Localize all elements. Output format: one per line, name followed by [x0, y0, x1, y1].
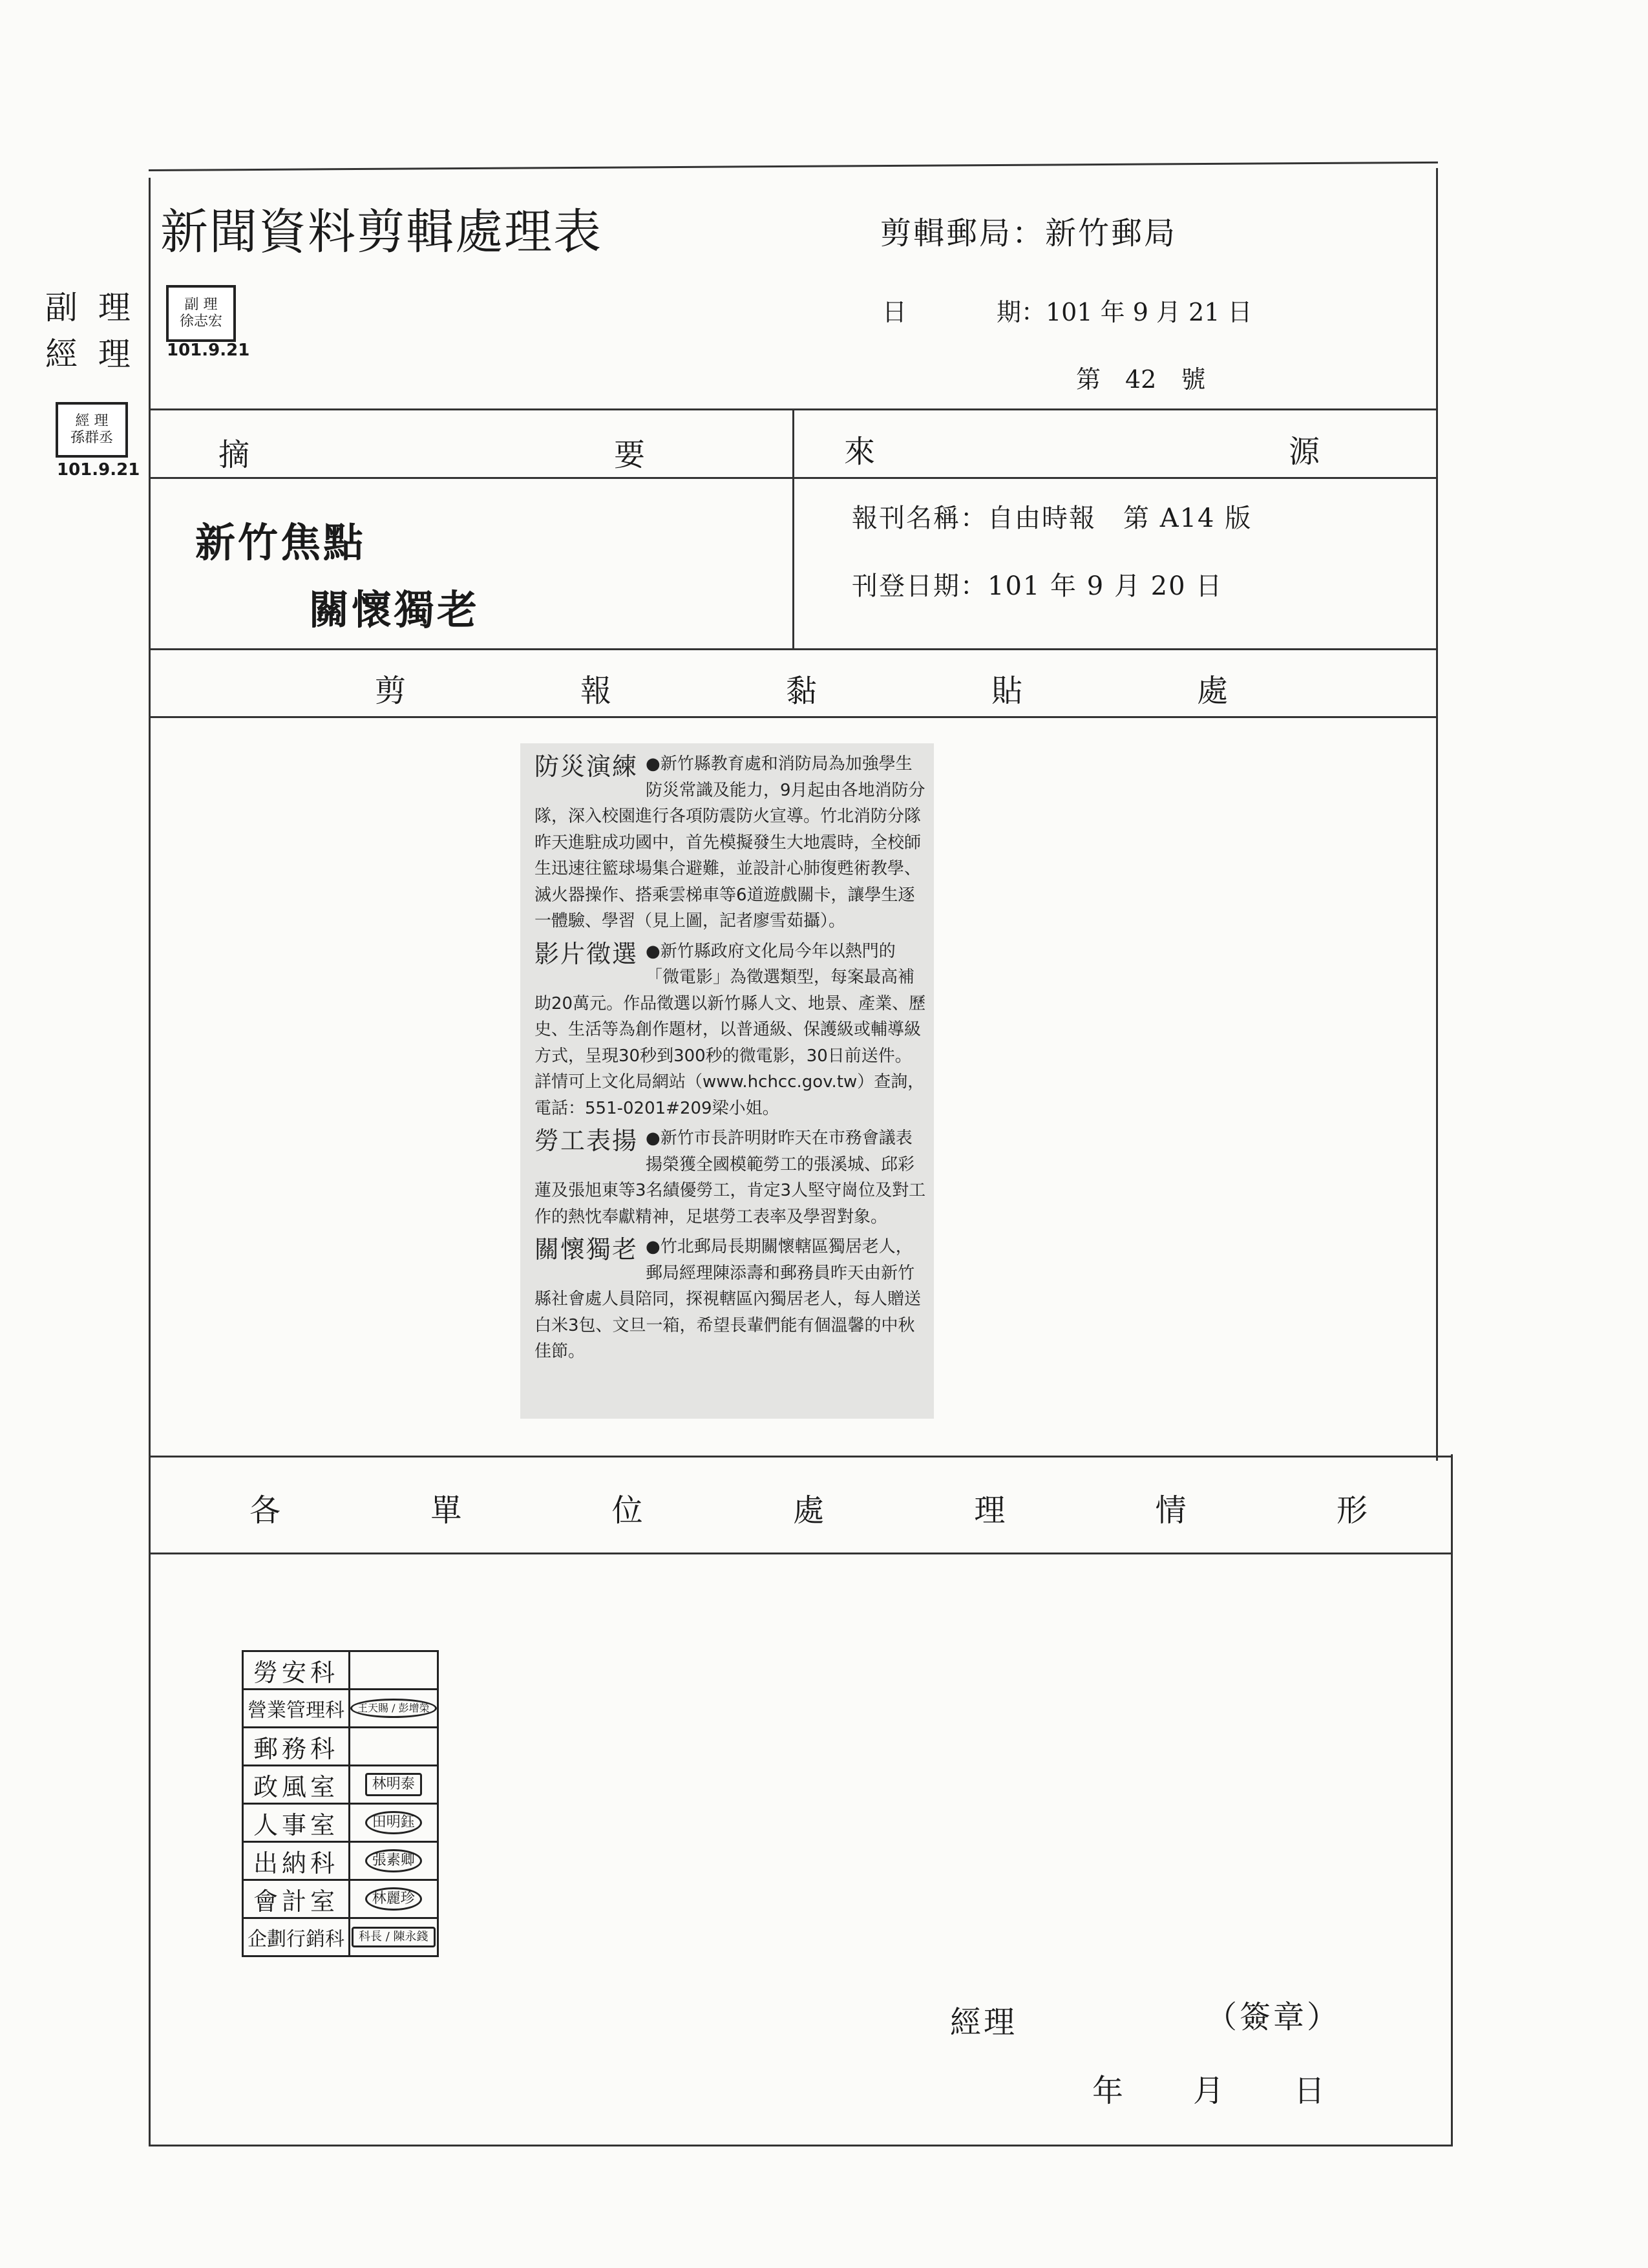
date-label: 期：101 年 9 月 21 日	[997, 298, 1252, 326]
processing-header-char: 各	[249, 1492, 281, 1529]
stamp-line-name: 孫群丞	[70, 430, 113, 446]
clipping-article	[534, 938, 927, 1122]
unit-seal-cell	[350, 1766, 438, 1804]
source-header-left: 來	[844, 434, 876, 470]
deputy-stamp-date: 101.9.21	[167, 341, 250, 360]
unit-name: 營業管理科	[243, 1690, 350, 1728]
unit-seal-cell	[350, 1842, 438, 1880]
unit-seal-cell	[350, 1690, 438, 1728]
clipping-header-char: 處	[1196, 673, 1228, 709]
unit-name: 勞安科	[243, 1651, 350, 1690]
processing-header-char: 形	[1336, 1492, 1368, 1529]
unit-seal-cell	[350, 1880, 438, 1918]
form-border-left	[149, 178, 151, 2146]
unit-row	[243, 1880, 438, 1918]
unit-name: 郵務科	[243, 1728, 350, 1766]
clipping-article	[534, 751, 927, 935]
signature-sign-label: （簽章）	[1206, 1999, 1341, 2035]
summary-line-1: 新竹焦點	[195, 519, 366, 566]
clipping-article	[534, 1234, 927, 1365]
processing-header	[249, 1485, 1368, 1530]
left-margin-roles	[45, 284, 136, 377]
form-border-right-bottom	[1451, 1454, 1453, 2145]
unit-row	[243, 1690, 438, 1728]
manager-stamp-date: 101.9.21	[57, 460, 140, 480]
unit-seal: 林麗珍	[365, 1887, 422, 1911]
unit-row	[243, 1918, 438, 1956]
unit-seal: 田明鈺	[365, 1811, 422, 1834]
source-header-right: 源	[1289, 434, 1320, 470]
clipping-header-char: 黏	[785, 673, 817, 709]
form-border-right-top	[1436, 168, 1438, 1461]
clipping-header-char: 貼	[991, 673, 1022, 709]
processing-header-char: 單	[430, 1492, 462, 1529]
article-heading: 影片徵選	[534, 939, 639, 968]
form-border-top	[149, 162, 1438, 171]
article-text: ●新竹縣教育處和消防局為加強學生防災常識及能力，9月起由各地消防分隊，深入校園進行各項防震防火宣導。竹北消防分隊昨天進駐成功國中，首先模擬發生大地震時，全校師生迅速往籃球場集合避難，並設計心肺復甦術教學、滅火器操作、搭乘雲梯車等6道遊戲關卡，讓學生逐一體驗、學習（見上圖，記者廖雪茹攝）。	[534, 754, 925, 931]
stamp-line-name: 徐志宏	[179, 313, 222, 330]
unit-seal: 張素卿	[365, 1849, 422, 1872]
signature-date-label: 年 月 日	[1092, 2073, 1328, 2109]
unit-routing-table	[242, 1650, 439, 1957]
processing-header-char: 處	[792, 1492, 824, 1529]
manager-approval-stamp	[56, 402, 128, 458]
unit-seal-cell	[350, 1804, 438, 1842]
summary-header-left: 摘	[218, 437, 250, 473]
article-heading: 關懷獨老	[534, 1235, 639, 1264]
unit-name: 人事室	[243, 1804, 350, 1842]
unit-seal: 科長 / 陳永錢	[352, 1927, 436, 1947]
summary-line-2: 關懷獨老	[309, 586, 480, 633]
article-text: ●新竹市長許明財昨天在市務會議表揚榮獲全國模範勞工的張溪城、邱彩蓮及張旭東等3名績優勞工，肯定3人堅守崗位及對工作的熱忱奉獻精神，足堪勞工表率及學習對象。	[534, 1129, 926, 1227]
clipping-header-char: 剪	[375, 673, 407, 709]
role-manager: 經 理	[45, 335, 136, 373]
row-divider-processing-head	[149, 1456, 1451, 1457]
unit-name: 出納科	[243, 1842, 350, 1880]
article-heading: 防災演練	[534, 752, 639, 781]
summary-source-divider	[792, 410, 794, 649]
unit-row	[243, 1728, 438, 1766]
summary-header-right: 要	[614, 437, 646, 473]
unit-name: 政風室	[243, 1766, 350, 1804]
unit-name: 會計室	[243, 1880, 350, 1918]
article-text: ●新竹縣政府文化局今年以熱門的「微電影」為徵選類型，每案最高補助20萬元。作品徵選以新竹縣人文、地景、產業、歷史、生活等為創作題材，以普通級、保護級或輔導級方式，呈現30秒到300秒的微電影，30日前送件。詳情可上文化局網站（www.hchcc.gov.tw）查詢，電話：551-0201#209梁小姐。	[534, 941, 926, 1118]
unit-row	[243, 1804, 438, 1842]
unit-row	[243, 1651, 438, 1690]
role-deputy-manager: 副 理	[45, 289, 136, 326]
unit-row	[243, 1766, 438, 1804]
post-office-label: 剪輯郵局：新竹郵局	[880, 215, 1178, 251]
form-border-bottom	[149, 2145, 1453, 2146]
row-divider-processing	[149, 1553, 1451, 1554]
processing-header-char: 情	[1155, 1492, 1187, 1529]
article-text: ●竹北郵局長期關懷轄區獨居老人，郵局經理陳添壽和郵務員昨天由新竹縣社會處人員陪同，探視轄區內獨居老人，每人贈送白米3包、文旦一箱，希望長輩們能有個溫馨的中秋佳節。	[534, 1237, 922, 1361]
source-publish-date: 刊登日期：101 年 9 月 20 日	[852, 571, 1223, 601]
unit-row	[243, 1842, 438, 1880]
stamp-line-title: 副 理	[184, 297, 218, 313]
unit-seal: 王天賜 / 彭增榮	[350, 1699, 437, 1718]
stamp-line-title: 經 理	[75, 413, 109, 429]
unit-seal-cell	[350, 1918, 438, 1956]
signature-manager-label: 經理	[950, 2004, 1018, 2040]
number-label: 第 42 號	[1076, 365, 1206, 394]
article-heading: 勞工表揚	[534, 1127, 639, 1155]
clipping-header	[375, 666, 1228, 710]
row-divider-clip-head	[149, 716, 1438, 718]
deputy-approval-stamp	[166, 285, 236, 342]
clipping-header-char: 報	[580, 673, 611, 709]
processing-header-char: 理	[974, 1492, 1006, 1529]
source-newspaper: 報刊名稱：自由時報 第 A14 版	[852, 503, 1252, 533]
newspaper-clipping	[520, 743, 934, 1419]
unit-seal: 林明泰	[365, 1773, 422, 1796]
processing-header-char: 位	[611, 1492, 643, 1529]
form-title: 新聞資料剪輯處理表	[160, 204, 602, 260]
unit-seal-cell	[350, 1728, 438, 1766]
unit-seal-cell	[350, 1651, 438, 1690]
date-label-prefix: 日	[882, 298, 907, 326]
clipping-article	[534, 1125, 927, 1230]
unit-name: 企劃行銷科	[243, 1918, 350, 1956]
